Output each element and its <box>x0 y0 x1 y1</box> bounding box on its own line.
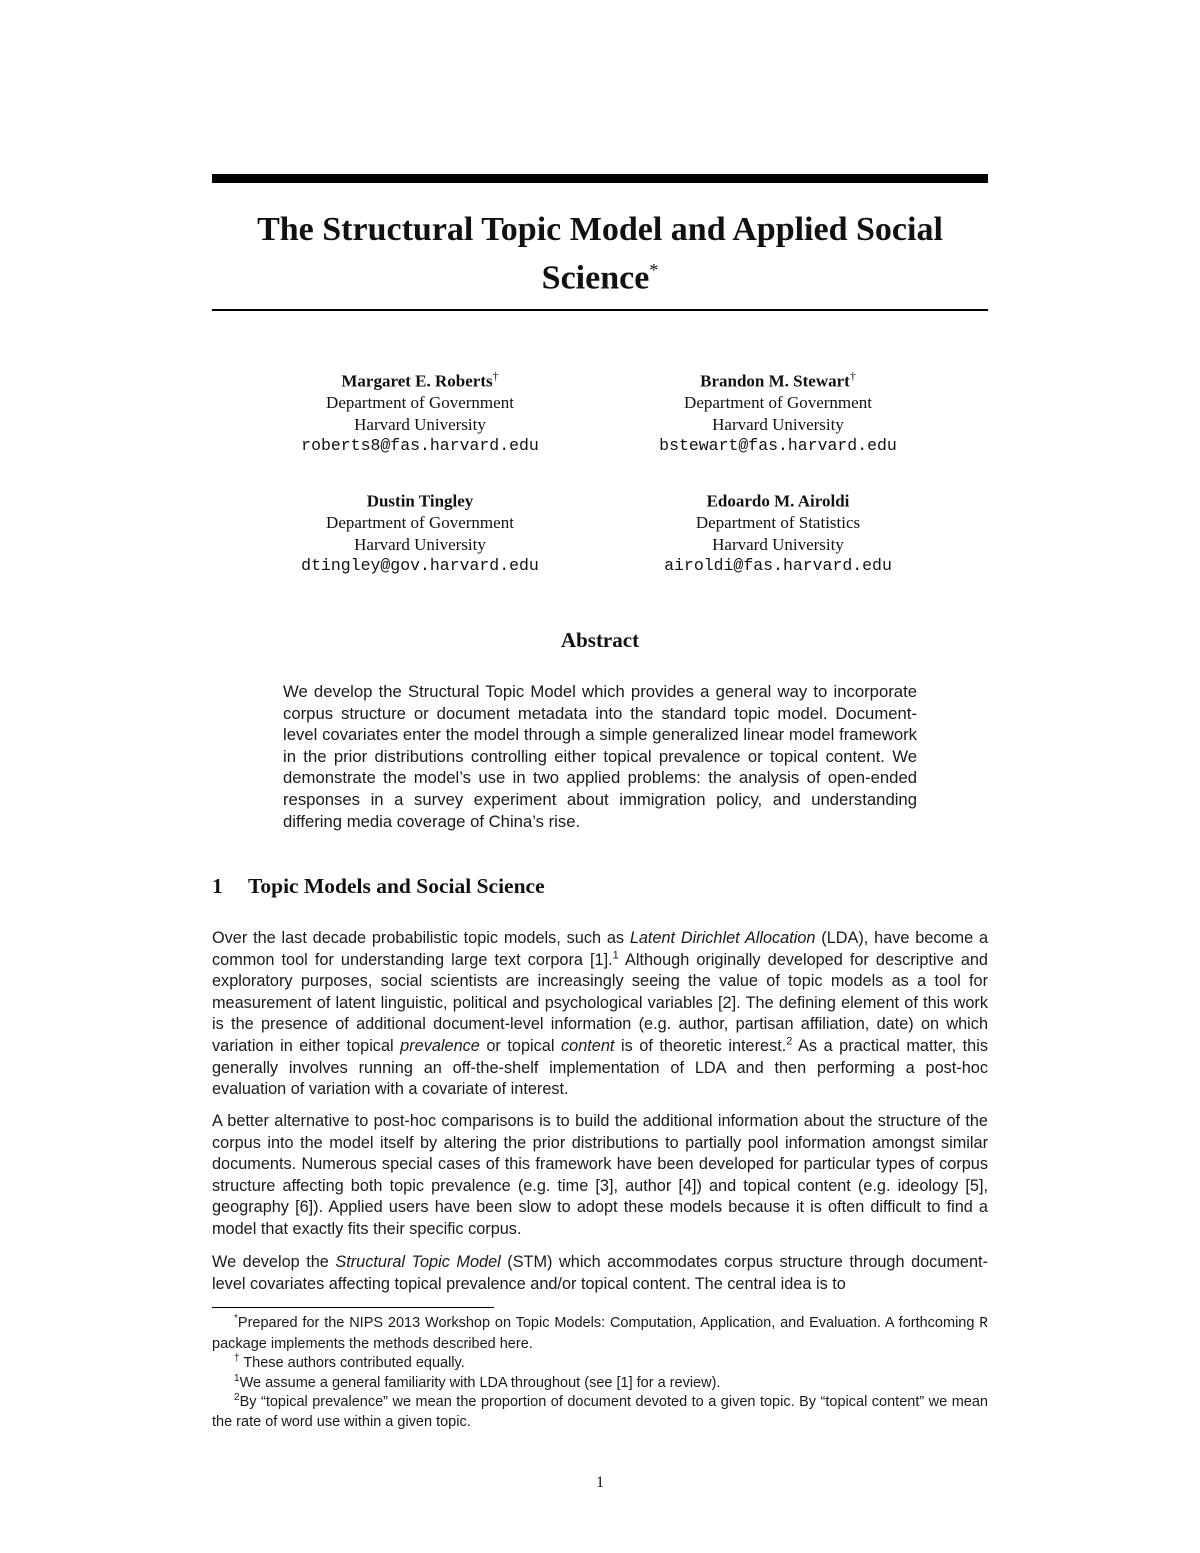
page-number: 1 <box>596 1474 604 1491</box>
title-bottom-rule <box>212 309 988 311</box>
stm-term: Structural Topic Model <box>335 1253 501 1271</box>
body-paragraph: We develop the Structural Topic Model (STM) which accommodates corpus structure through document-level covariates affecting topical prevalence and/or topical content. The central idea is to <box>212 1253 988 1293</box>
footnote-1: $^1$We assume a general familiarity with LDA throughout (see [1] for a review). <box>234 1372 721 1391</box>
body-paragraph: Over the last decade probabilistic topic models, such as Latent Dirichlet Allocation (LDA), have become a common tool for understanding large text corpora [1].$^1$ Although originally developed for descriptive and exploratory purposes, social scientists are increasingly seeing the value of topic models as a tool for measurement of latent linguistic, political and psychological variables [2]. The defining element of this work is the presence of additional document-level information (e.g. author, partisan affiliation, date) on which variation in either topical prevalence or topical content is of theoretic interest.$^2$ As a practical matter, this generally involves running an off-the-shelf implementation of LDA and then performing a post-hoc evaluation of variation with a covariate of interest. <box>212 929 988 1099</box>
abstract-text: We develop the Structural Topic Model which provides a general way to incorporate corpus structure or document metadata into the standard topic model. Document-level covariates enter the model through a simple generalized linear model framework in the prior distributions controlling either topical prevalence or topical content. We demonstrate the model’s use in two applied problems: the analysis of open-ended responses in a survey experiment about immigration policy, and understanding differing media coverage of China’s rise. <box>283 682 917 831</box>
section-number: 1 <box>212 874 223 898</box>
author-email[interactable]: bstewart@fas.harvard.edu <box>659 436 897 456</box>
footnote-2: $^2$By “topical prevalence” we mean the proportion of document devoted to a given topic. By “topical content” we mean the rate of word use within a given topic. <box>212 1392 988 1430</box>
section-heading <box>212 874 988 899</box>
prevalence-term: prevalence <box>400 1036 480 1055</box>
author-university: Harvard University <box>712 534 844 554</box>
author-department: Department of Government <box>326 393 514 413</box>
footnote-star: *Prepared for the NIPS 2013 Workshop on Topic Models: Computation, Application, and Evaluation. A forthcoming R package implements the methods described here. <box>212 1313 988 1352</box>
footnote-rule <box>212 1307 494 1308</box>
footnote-ref[interactable]: 2 <box>786 1035 793 1048</box>
author-university: Harvard University <box>354 534 486 554</box>
author-block <box>260 366 580 457</box>
author-name: Edoardo M. Airoldi <box>706 491 850 511</box>
author-block <box>618 486 938 577</box>
author-department: Department of Government <box>684 393 872 413</box>
abstract-heading: Abstract <box>560 628 640 652</box>
lda-term: Latent Dirichlet Allocation <box>629 929 816 947</box>
author-name: Dustin Tingley <box>366 491 474 511</box>
author-email[interactable]: roberts8@fas.harvard.edu <box>301 436 539 456</box>
author-block <box>260 486 580 577</box>
title-top-rule <box>212 174 988 183</box>
footnote-ref[interactable]: 1 <box>612 949 619 962</box>
author-department: Department of Government <box>326 513 514 533</box>
content-term: content <box>561 1036 615 1055</box>
title-footnote-mark: * <box>649 260 659 280</box>
section-title: Topic Models and Social Science <box>248 874 545 898</box>
footnotes <box>212 1314 988 1432</box>
author-email[interactable]: dtingley@gov.harvard.edu <box>301 556 539 576</box>
author-name: Brandon M. Stewart† <box>700 369 856 391</box>
author-university: Harvard University <box>712 414 844 434</box>
author-department: Department of Statistics <box>695 513 861 533</box>
author-email[interactable]: airoldi@fas.harvard.edu <box>664 556 892 576</box>
author-block <box>618 366 938 457</box>
body-paragraph: A better alternative to post-hoc comparisons is to build the additional information about the structure of the corpus into the model itself by altering the prior distributions to partially pool information amongst similar documents. Numerous special cases of this framework have been developed for particular types of corpus structure affecting both topic prevalence (e.g. time [3], author [4]) and topical content (e.g. ideology [5], geography [6]). Applied users have been slow to adopt these models because it is often difficult to find a model that exactly fits their specific corpus. <box>212 1112 988 1238</box>
paper-title: The Structural Topic Model and Applied Social Science* <box>257 211 943 297</box>
footnote-dagger: † These authors contributed equally. <box>234 1353 465 1371</box>
author-university: Harvard University <box>354 414 486 434</box>
author-name: Margaret E. Roberts† <box>341 369 499 391</box>
